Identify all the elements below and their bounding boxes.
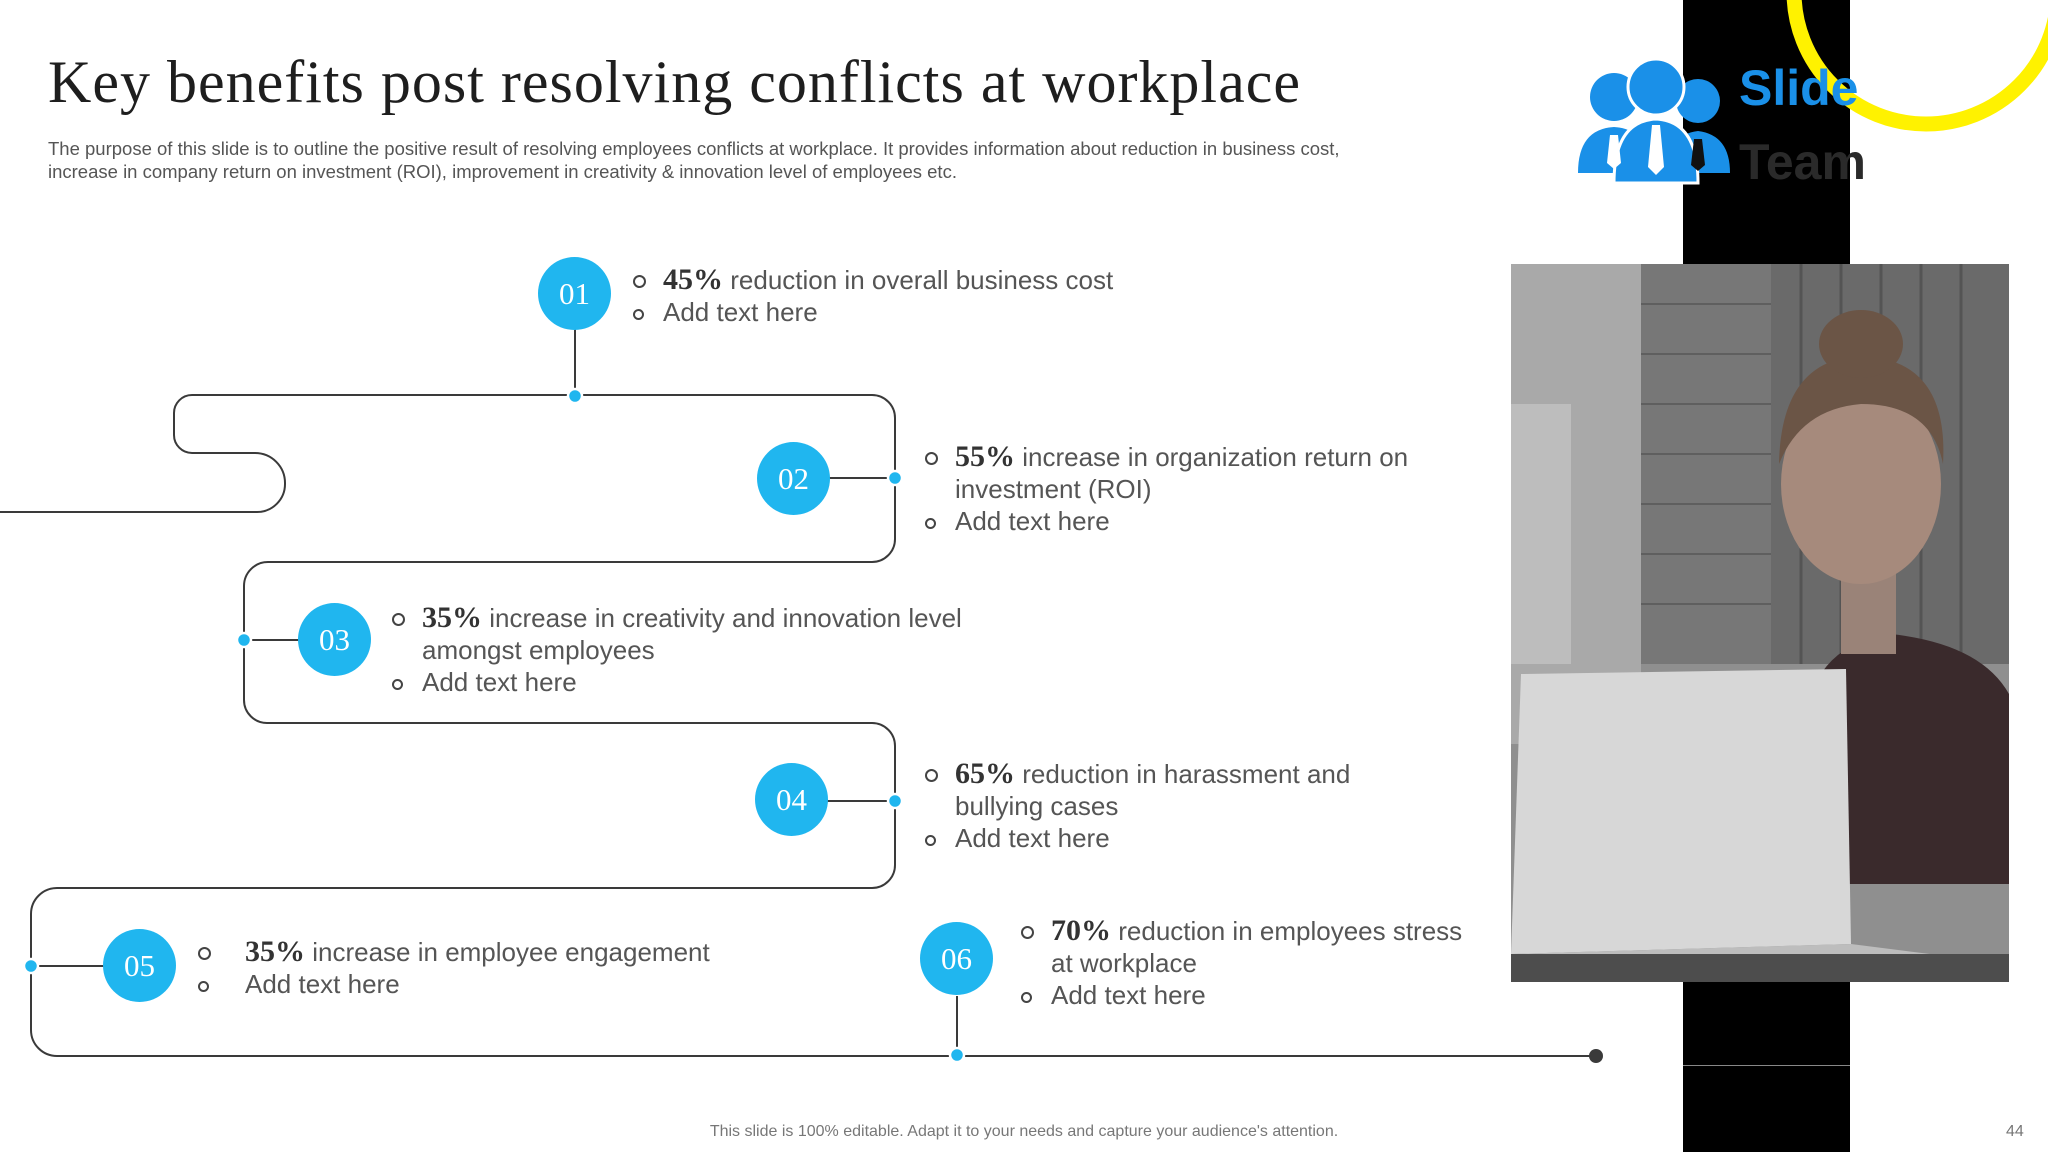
step-03-description-cont: amongst employees (422, 635, 655, 665)
bullet-icon (198, 981, 209, 992)
step-06-text (1021, 915, 1481, 1011)
step-06-add-text: Add text here (1051, 980, 1206, 1010)
slide-subtitle: The purpose of this slide is to outline the positive result of resolving employees conflicts at workplace. It provides information about reduction in business cost, increase in company return on investment (ROI), improvement in creativity & innovation level of employees etc. (48, 138, 1340, 182)
step-02-description: increase in organization return on (1022, 442, 1409, 472)
bullet-icon (633, 275, 646, 288)
step-04-text (925, 758, 1445, 854)
step-02-text (925, 441, 1485, 537)
step-02-description-cont: investment (ROI) (955, 474, 1152, 504)
step-06-description-cont: at workplace (1051, 948, 1197, 978)
step-01-add-text: Add text here (663, 297, 818, 327)
step-05-circle: 05 (103, 929, 176, 1002)
step-01-circle: 01 (538, 257, 611, 330)
step-04-description: reduction in harassment and (1022, 759, 1351, 789)
step-06-percent: 70% (1051, 914, 1111, 947)
step-04-description-cont: bullying cases (955, 791, 1119, 821)
step-02-add-text: Add text here (955, 506, 1110, 536)
bullet-icon (1021, 926, 1034, 939)
step-01-percent: 45% (663, 263, 723, 296)
step-01-text (633, 264, 1193, 328)
step-06-circle: 06 (920, 922, 993, 995)
step-06-description: reduction in employees stress (1118, 916, 1463, 946)
step-01-description: reduction in overall business cost (730, 265, 1114, 295)
step-02-percent: 55% (955, 440, 1015, 473)
step-03-description: increase in creativity and innovation level (489, 603, 962, 633)
slide-footer: This slide is 100% editable. Adapt it to your needs and capture your audience's attention. (709, 1123, 1339, 1140)
bullet-icon (633, 309, 644, 320)
step-02-circle: 02 (757, 442, 830, 515)
step-03-percent: 35% (422, 601, 482, 634)
step-03-text (392, 602, 992, 698)
bullet-icon (925, 835, 936, 846)
step-03-circle: 03 (298, 603, 371, 676)
step-04-percent: 65% (955, 757, 1015, 790)
bullet-icon (1021, 992, 1032, 1003)
step-04-add-text: Add text here (955, 823, 1110, 853)
logo-text-team: Team (1739, 134, 1866, 190)
bullet-icon (392, 679, 403, 690)
step-05-percent: 35% (245, 935, 305, 968)
logo-text-slide: Slide (1739, 60, 1859, 116)
bullet-icon (925, 452, 938, 465)
slide-title: Key benefits post resolving conflicts at workplace (48, 49, 1301, 115)
bullet-icon (925, 769, 938, 782)
bullet-icon (925, 518, 936, 529)
step-05-description: increase in employee engagement (312, 937, 710, 967)
step-05-text (198, 936, 758, 1000)
step-04-circle: 04 (755, 763, 828, 836)
step-03-add-text: Add text here (422, 667, 577, 697)
step-05-add-text: Add text here (245, 969, 400, 999)
page-number: 44 (2006, 1123, 2024, 1140)
bullet-icon (198, 947, 211, 960)
bullet-icon (392, 613, 405, 626)
